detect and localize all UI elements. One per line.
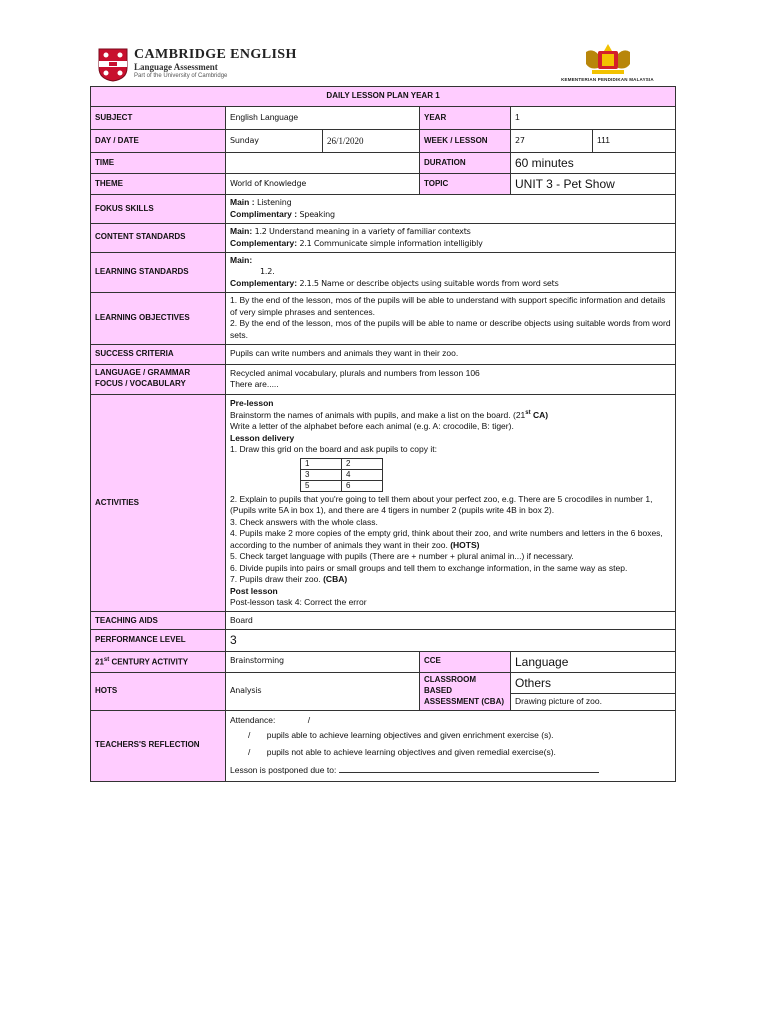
fokus-row xyxy=(91,195,676,224)
c21-label-sup: st xyxy=(103,656,110,663)
ls-main-label: Main: xyxy=(230,254,253,265)
week-value: 27 xyxy=(511,130,593,153)
grid-cell: 6 xyxy=(342,480,383,491)
lang-value xyxy=(226,364,676,394)
lesson-value: 111 xyxy=(593,130,676,153)
theme-value: World of Knowledge xyxy=(226,174,420,195)
fokus-value xyxy=(226,195,676,224)
day-row xyxy=(91,130,676,153)
fokus-main: Listening xyxy=(256,198,292,208)
hots-label: HOTS xyxy=(91,672,226,710)
act-value xyxy=(226,394,676,612)
lo-1c: of the pupils will be able to understand with support specific information and details of very simple phrases and sentences. xyxy=(230,294,666,317)
ministry-name: KEMENTERIAN PENDIDIKAN MALAYSIA xyxy=(561,77,654,82)
act-pre1b: CA) xyxy=(530,409,549,420)
cs-label: CONTENT STANDARDS xyxy=(91,223,226,252)
ls-label: LEARNING STANDARDS xyxy=(91,252,226,292)
ref-1: pupils able to achieve learning objectives and given enrichment exercise (s). xyxy=(266,730,554,741)
hots-row xyxy=(91,672,676,693)
performance-row xyxy=(91,630,676,651)
act-d3: 3. Check answers with the whole class. xyxy=(230,516,378,527)
cce-value: Language xyxy=(511,651,676,672)
topic-label: TOPIC xyxy=(420,174,511,195)
act-pre2: Write a letter of the alphabet before each animal (e.g. A: crocodile, B: tiger). xyxy=(230,421,514,432)
ref-slash-1: / xyxy=(248,730,251,741)
sc-label: SUCCESS CRITERIA xyxy=(91,344,226,364)
lo-2b: mos xyxy=(335,319,352,329)
century-row xyxy=(91,651,676,672)
fokus-label: FOKUS SKILLS xyxy=(91,195,226,224)
lo-1b: mos xyxy=(335,295,352,305)
act-d4a: 4. Pupils make 2 more copies of the empty grid, think about their zoo, and write numbers and letters in the 6 boxes, according to the number of animals they want in their zoo. xyxy=(230,528,663,550)
subject-row xyxy=(91,107,676,130)
ref-post: Lesson is postponed due to: xyxy=(230,765,337,776)
cambridge-logo xyxy=(98,48,297,82)
act-d7b: (CBA) xyxy=(323,574,348,585)
ta-value: Board xyxy=(226,612,676,630)
lang-2: There are..... xyxy=(230,379,279,390)
cce-label: CCE xyxy=(420,651,511,672)
cs-comp: 2.1 Communicate simple information intelligibly xyxy=(299,238,483,248)
c21-label xyxy=(91,651,226,672)
act-d1: 1. Draw this grid on the board and ask pupils to copy it: xyxy=(230,444,437,455)
theme-row xyxy=(91,174,676,195)
act-post1: Post-lesson task 4: Correct the error xyxy=(230,597,367,608)
lo-value xyxy=(226,292,676,344)
act-label: ACTIVITIES xyxy=(91,394,226,612)
lang-label-2: FOCUS / VOCABULARY xyxy=(95,379,186,389)
act-d7a: 7. Pupils draw their zoo. xyxy=(230,574,321,585)
lo-1a: 1. By the end of the lesson, xyxy=(230,294,334,305)
ref-2: pupils not able to achieve learning objectives and given remedial exercise(s). xyxy=(266,747,556,758)
learning-standards-row xyxy=(91,252,676,292)
subject-label: SUBJECT xyxy=(91,107,226,130)
day-label: DAY / DATE xyxy=(91,130,226,153)
objectives-row xyxy=(91,292,676,344)
ref-value xyxy=(226,711,676,781)
ls-comp: 2.1.5 Name or describe objects using suitable words from word sets xyxy=(299,278,559,288)
act-pre1a: Brainstorm the names of animals with pupils, and make a list on the board. (21 xyxy=(230,409,526,420)
grid-cell: 3 xyxy=(301,469,342,480)
cba-value: Others xyxy=(511,672,676,693)
year-label: YEAR xyxy=(420,107,511,130)
content-standards-row xyxy=(91,223,676,252)
ls-value xyxy=(226,252,676,292)
cs-comp-label: Complementary: xyxy=(230,237,298,248)
fokus-main-label: Main : xyxy=(230,197,255,208)
teaching-aids-row xyxy=(91,612,676,630)
act-post: Post lesson xyxy=(230,585,278,596)
lang-label xyxy=(91,364,226,394)
ls-comp-label: Complementary: xyxy=(230,277,298,288)
c21-label-b: CENTURY ACTIVITY xyxy=(109,657,189,667)
grid-cell: 1 xyxy=(301,458,342,469)
cba-note: Drawing picture of zoo. xyxy=(511,694,676,711)
cs-value xyxy=(226,223,676,252)
theme-label: THEME xyxy=(91,174,226,195)
number-grid xyxy=(300,458,383,492)
postpone-line xyxy=(339,764,599,773)
grid-cell: 4 xyxy=(342,469,383,480)
ta-label: TEACHING AIDS xyxy=(91,612,226,630)
c21-value: Brainstorming xyxy=(226,651,420,672)
act-pre1sup: st xyxy=(525,410,531,417)
grid-cell: 5 xyxy=(301,480,342,491)
day-value: Sunday xyxy=(226,130,323,153)
act-d5: 5. Check target language with pupils (There are + number + plural animal in...) if necessary. xyxy=(230,551,574,562)
ministry-crest-icon xyxy=(578,42,638,76)
act-delivery: Lesson delivery xyxy=(230,432,295,443)
week-label: WEEK / LESSON xyxy=(420,130,511,153)
date-value: 26/1/2020 xyxy=(323,130,420,153)
fokus-comp-label: Complimentary : xyxy=(230,209,298,220)
act-pre: Pre-lesson xyxy=(230,397,274,408)
act-d6: 6. Divide pupils into pairs or small groups and tell them to exchange information, in the same way as step. xyxy=(230,562,628,573)
cs-main-label: Main: xyxy=(230,225,253,236)
act-d2: 2. Explain to pupils that you're going to tell them about your perfect zoo, e.g. There are 5 crocodiles in number 1, (Pupils write 5A in box 1), and there are 4 tigers in number 2 (pupils write 4B in box 2). xyxy=(230,493,653,516)
success-row xyxy=(91,344,676,364)
ref-att-slash: / xyxy=(307,715,311,726)
lang-label-1: LANGUAGE / GRAMMAR xyxy=(95,368,191,378)
plan-title: DAILY LESSON PLAN YEAR 1 xyxy=(91,87,676,107)
topic-value: UNIT 3 - Pet Show xyxy=(511,174,676,195)
lesson-plan-table xyxy=(90,86,676,782)
duration-value: 60 minutes xyxy=(511,153,676,174)
page-header xyxy=(90,40,675,88)
fokus-comp: Speaking xyxy=(299,210,335,220)
duration-label: DURATION xyxy=(420,153,511,174)
time-value xyxy=(226,153,420,174)
cambridge-subtitle: Language Assessment xyxy=(134,62,218,72)
c21-label-a: 21 xyxy=(95,657,104,667)
lo-2a: 2. By the end of the lesson, xyxy=(230,318,334,329)
time-row xyxy=(91,153,676,174)
pl-value: 3 xyxy=(226,630,676,651)
grid-cell: 2 xyxy=(342,458,383,469)
reflection-row xyxy=(91,711,676,781)
hots-value: Analysis xyxy=(226,672,420,710)
lo-label: LEARNING OBJECTIVES xyxy=(91,292,226,344)
ref-att: Attendance: xyxy=(230,715,276,726)
ref-label: TEACHERS'S REFLECTION xyxy=(91,711,226,781)
time-label: TIME xyxy=(91,153,226,174)
cambridge-part: Part of the University of Cambridge xyxy=(134,73,228,79)
cs-main: 1.2 Understand meaning in a variety of familiar contexts xyxy=(254,226,471,236)
title-row xyxy=(91,87,676,107)
language-row xyxy=(91,364,676,394)
year-value: 1 xyxy=(511,107,676,130)
act-d4b: (HOTS) xyxy=(450,539,480,550)
sc-value: Pupils can write numbers and animals they want in their zoo. xyxy=(226,344,676,364)
ls-main: 1.2. xyxy=(260,267,275,277)
pl-label: PERFORMANCE LEVEL xyxy=(91,630,226,651)
lang-1: Recycled animal vocabulary, plurals and numbers from lesson 106 xyxy=(230,367,480,378)
cambridge-shield-icon xyxy=(98,48,128,82)
ref-slash-2: / xyxy=(248,747,251,758)
activities-row xyxy=(91,394,676,612)
lo-2c: of the pupils will be able to name or describe objects using suitable words from word sets. xyxy=(230,318,671,340)
subject-value: English Language xyxy=(226,107,420,130)
cambridge-title: CAMBRIDGE ENGLISH xyxy=(134,47,297,62)
cba-label: CLASSROOM BASED ASSESSMENT (CBA) xyxy=(420,672,511,710)
ministry-logo xyxy=(550,42,665,82)
